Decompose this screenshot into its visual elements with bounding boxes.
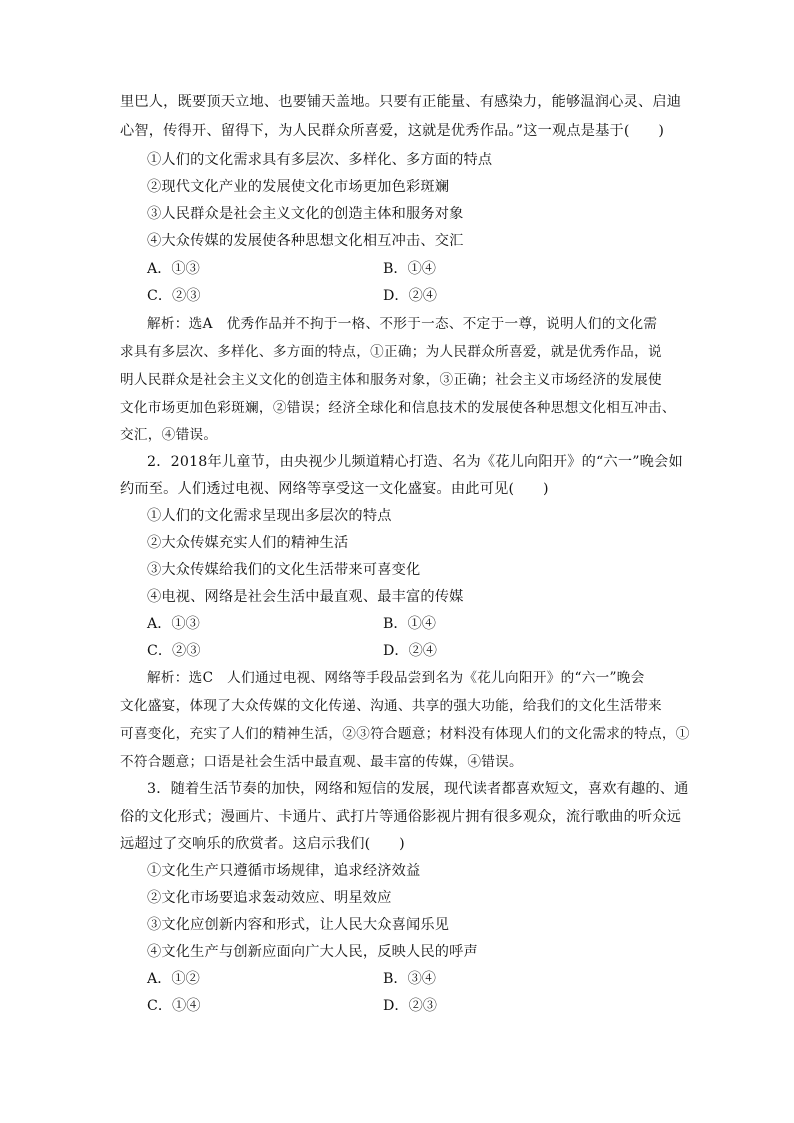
q2-stem-line: 约而至。人们透过电视、网络等享受这一文化盛宴。由此可见( ) <box>120 481 549 497</box>
q3-option-b[interactable]: B．③④ <box>383 971 436 987</box>
q3-option-a[interactable]: A．①② <box>147 971 200 987</box>
q3-stem-line: 3．随着生活节奏的加快，网络和短信的发展，现代读者都喜欢短文，喜欢有趣的、通 <box>147 781 689 797</box>
q2-explanation-line: 可喜变化，充实了人们的精神生活，②③符合题意；材料没有体现人们的文化需求的特点，① <box>120 726 690 742</box>
q3-option-d[interactable]: D．②③ <box>383 998 437 1014</box>
q1-stem-line: 心智，传得开、留得下，为人民群众所喜爱，这就是优秀作品。”这一观点是基于( ) <box>120 123 665 139</box>
q2-explanation-line: 文化盛宴，体现了大众传媒的文化传递、沟通、共享的强大功能，给我们的文化生活带来 <box>120 698 662 714</box>
q3-item: ②文化市场要追求轰动效应、明星效应 <box>147 890 392 906</box>
q2-item: ①人们的文化需求呈现出多层次的特点 <box>147 508 392 524</box>
q1-explanation-line: 明人民群众是社会主义文化的创造主体和服务对象，③正确；社会主义市场经济的发展使 <box>120 372 662 388</box>
q3-option-c[interactable]: C．①④ <box>147 998 201 1014</box>
q1-item: ①人们的文化需求具有多层次、多样化、多方面的特点 <box>147 152 493 168</box>
q2-option-a[interactable]: A．①③ <box>147 616 200 632</box>
q2-explanation-line: 解析：选C 人们通过电视、网络等手段品尝到名为《花儿向阳开》的“六一”晚会 <box>147 670 645 686</box>
q1-option-d[interactable]: D．②④ <box>383 288 437 304</box>
q1-explanation-line: 求具有多层次、多样化、多方面的特点，①正确；为人民群众所喜爱，就是优秀作品，说 <box>120 344 662 360</box>
q1-option-a[interactable]: A．①③ <box>147 261 200 277</box>
q3-stem-line: 远超过了交响乐的欣赏者。这启示我们( ) <box>120 836 405 852</box>
q1-option-c[interactable]: C．②③ <box>147 288 201 304</box>
q2-item: ④电视、网络是社会生活中最直观、最丰富的传媒 <box>147 589 464 605</box>
q1-explanation-line: 文化市场更加色彩斑斓，②错误；经济全球化和信息技术的发展使各种思想文化相互冲击、 <box>120 400 676 416</box>
q2-stem-line: 2．2018年儿童节，由央视少儿频道精心打造、名为《花儿向阳开》的“六一”晚会如 <box>147 454 683 470</box>
q1-explanation-line: 交汇，④错误。 <box>120 427 218 443</box>
q3-stem-line: 俗的文化形式；漫画片、卡通片、武打片等通俗影视片拥有很多观众，流行歌曲的听众远 <box>120 809 682 825</box>
q2-option-b[interactable]: B．①④ <box>383 616 436 632</box>
q1-item: ④大众传媒的发展使各种思想文化相互冲击、交汇 <box>147 233 464 249</box>
q2-item: ③大众传媒给我们的文化生活带来可喜变化 <box>147 562 421 578</box>
q1-explanation-line: 解析：选A 优秀作品并不拘于一格、不形于一态、不定于一尊，说明人们的文化需 <box>147 316 658 332</box>
q3-item: ④文化生产与创新应面向广大人民，反映人民的呼声 <box>147 944 478 960</box>
q3-item: ③文化应创新内容和形式，让人民大众喜闻乐见 <box>147 917 450 933</box>
q2-option-c[interactable]: C．②③ <box>147 643 201 659</box>
q3-item: ①文化生产只遵循市场规律，追求经济效益 <box>147 863 421 879</box>
q1-stem-line: 里巴人，既要顶天立地、也要铺天盖地。只要有正能量、有感染力，能够温润心灵、启迪 <box>120 94 682 110</box>
q2-explanation-line: 不符合题意；口语是社会生活中最直观、最丰富的传媒，④错误。 <box>120 754 523 770</box>
q2-item: ②大众传媒充实人们的精神生活 <box>147 535 349 551</box>
q2-option-d[interactable]: D．②④ <box>383 643 437 659</box>
q1-item: ②现代文化产业的发展使文化市场更加色彩斑斓 <box>147 179 450 195</box>
q1-item: ③人民群众是社会主义文化的创造主体和服务对象 <box>147 206 464 222</box>
q1-option-b[interactable]: B．①④ <box>383 261 436 277</box>
